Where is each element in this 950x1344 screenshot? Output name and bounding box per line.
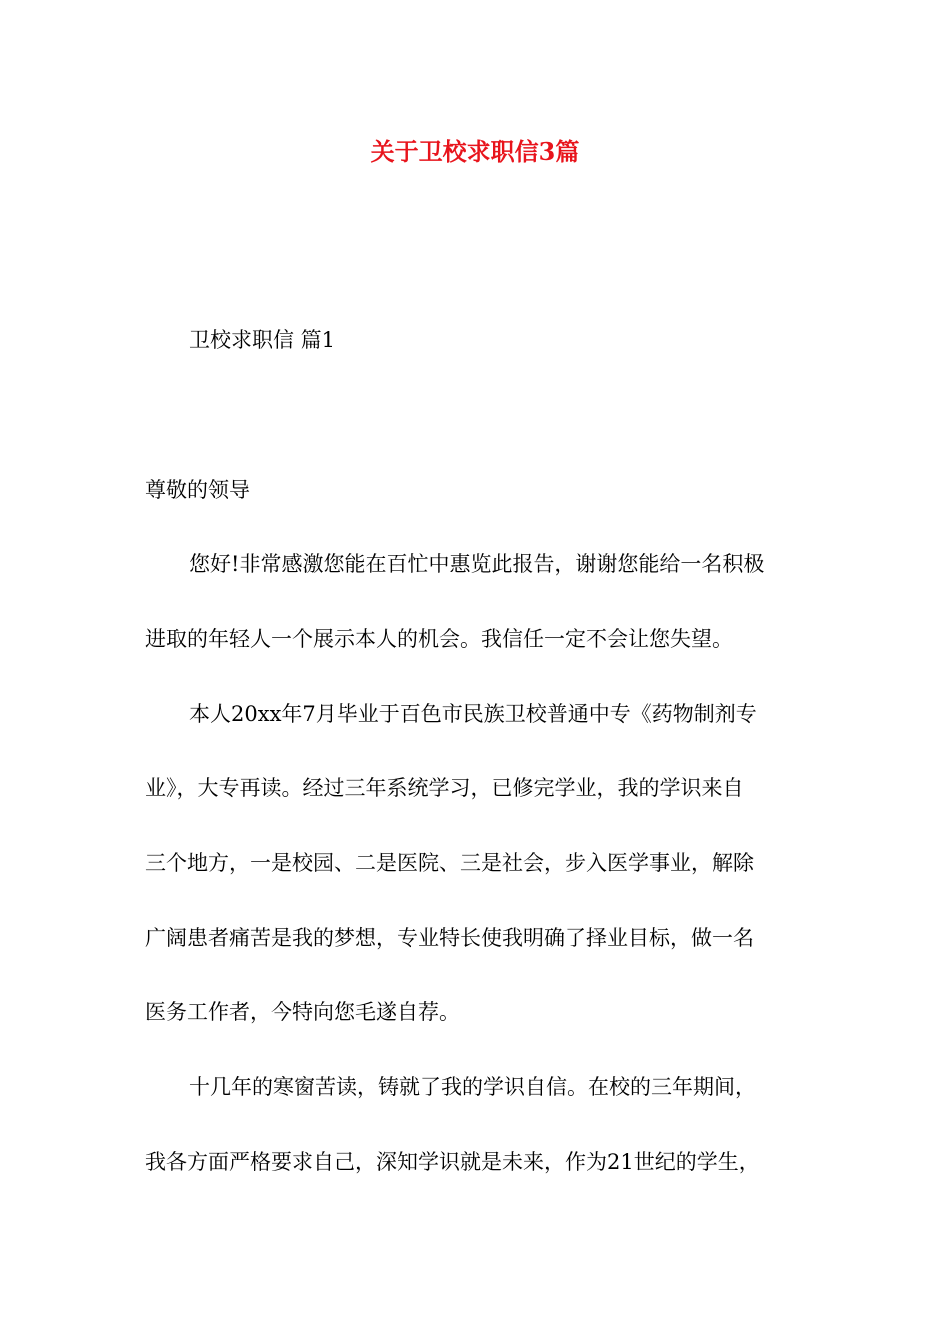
salutation: 尊敬的领导 <box>145 478 250 502</box>
document-title: 关于卫校求职信3篇 <box>370 137 580 166</box>
body-line: 本人20xx年7月毕业于百色市民族卫校普通中专《药物制剂专 <box>189 702 757 726</box>
body-line: 进取的年轻人一个展示本人的机会。我信任一定不会让您失望。 <box>145 627 733 651</box>
body-line: 十几年的寒窗苦读，铸就了我的学识自信。在校的三年期间， <box>189 1075 756 1099</box>
section-heading: 卫校求职信 篇1 <box>189 328 336 352</box>
body-line: 业》，大专再读。经过三年系统学习，已修完学业，我的学识来自 <box>145 776 744 800</box>
body-line: 广阔患者痛苦是我的梦想，专业特长使我明确了择业目标，做一名 <box>145 926 754 950</box>
body-line: 您好!非常感激您能在百忙中惠览此报告，谢谢您能给一名积极 <box>189 552 765 576</box>
body-line: 医务工作者，今特向您毛遂自荐。 <box>145 1000 460 1024</box>
body-line: 三个地方，一是校园、二是医院、三是社会，步入医学事业，解除 <box>145 851 754 875</box>
body-line: 我各方面严格要求自己，深知学识就是未来，作为21世纪的学生， <box>145 1150 760 1174</box>
